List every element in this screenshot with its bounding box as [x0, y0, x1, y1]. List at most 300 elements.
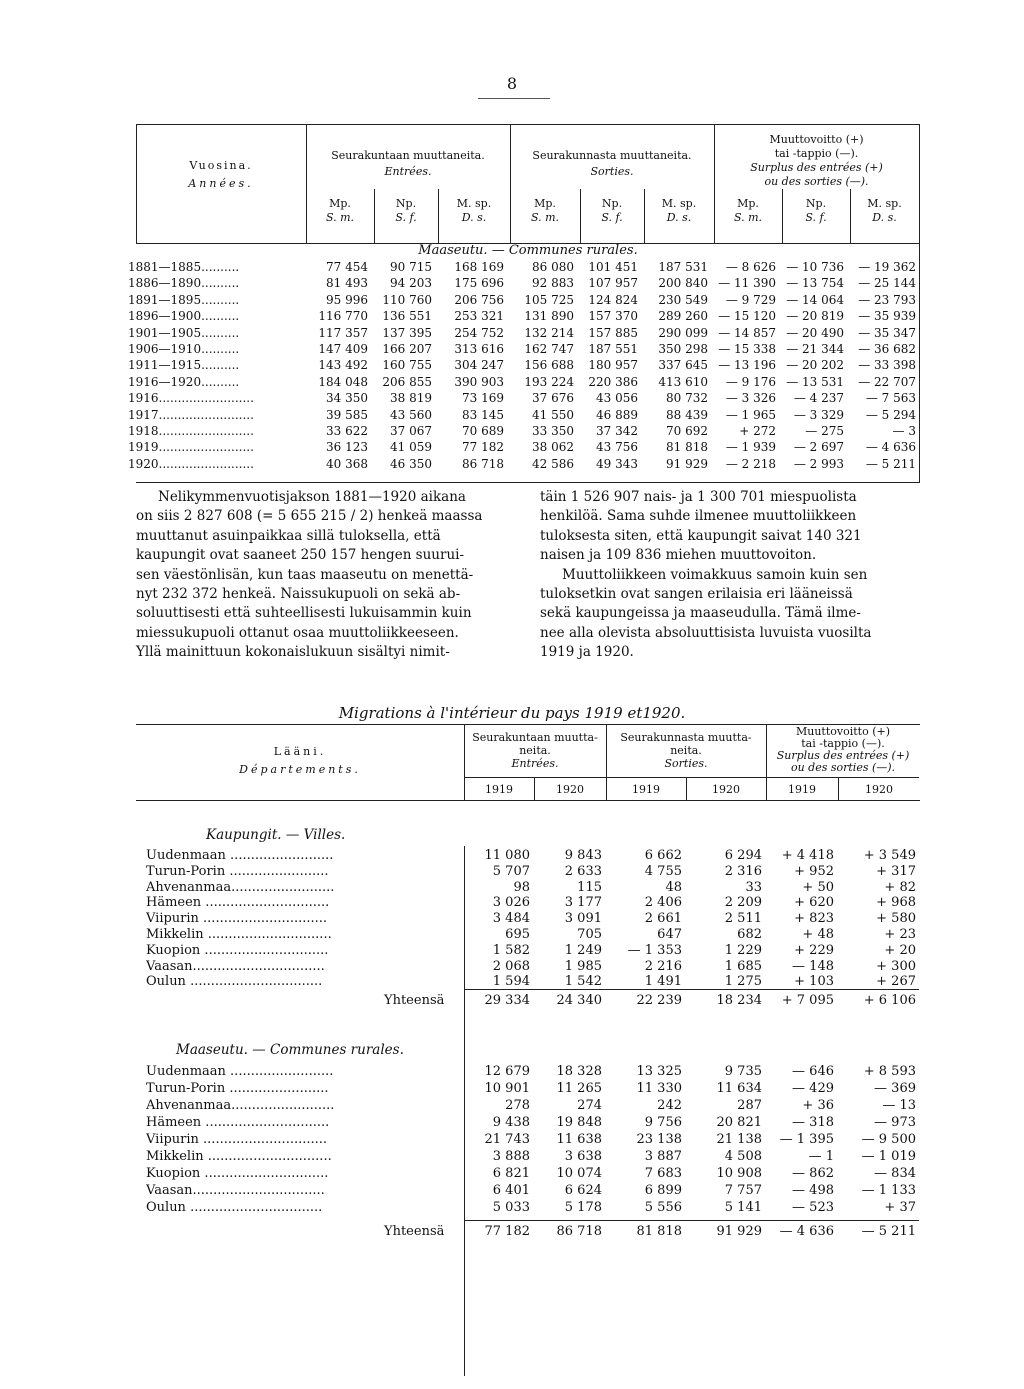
text-line: Nelikymmenvuotisjakson 1881—1920 aikana [158, 489, 466, 505]
table-cell: 175 696 [454, 276, 504, 291]
table-cell: 116 770 [318, 309, 368, 324]
table-cell: 115 [577, 879, 602, 895]
row-label: 1916—1920.......... [128, 374, 240, 389]
table-cell: — 4 237 [793, 391, 844, 406]
table-cell: — 369 [874, 1081, 916, 1096]
table-cell: + 300 [876, 958, 916, 974]
table-row [128, 358, 920, 373]
table-cell: 9 843 [564, 848, 602, 863]
table-cell: 13 325 [636, 1064, 682, 1079]
table-cell: + 6 106 [863, 993, 916, 1008]
text-line: muuttanut asuinpaikkaa sillä tuloksella, että [136, 527, 441, 544]
table-cell: 92 883 [532, 276, 574, 291]
table-cell: 73 169 [462, 391, 504, 406]
table-cell: — 5 211 [865, 456, 916, 471]
table-cell: — 15 338 [718, 342, 776, 356]
table-cell: 3 091 [564, 911, 602, 927]
table-cell: 3 887 [644, 1149, 682, 1164]
entries-heading-fi-1: Seurakuntaan muutta- [472, 731, 598, 744]
text-line: Yllä mainittuun kokonaislukuun sisältyi nimit- [136, 644, 450, 661]
table-cell: 184 048 [318, 374, 368, 389]
table-cell: — 9 729 [725, 292, 776, 307]
table-cell: — 148 [792, 958, 834, 974]
table-cell: 254 752 [454, 325, 504, 340]
table-row [128, 325, 920, 341]
sub-total-1-fr: D. s. [461, 211, 487, 224]
table-cell: — 318 [792, 1115, 834, 1130]
table-row [136, 943, 920, 958]
table-cell: 143 492 [318, 358, 368, 373]
table-cell: 253 321 [454, 309, 504, 324]
table-cell: 81 818 [666, 440, 708, 455]
table-cell: — 15 120 [718, 309, 776, 324]
row-label: 1916......................... [128, 391, 254, 406]
sub-male-2-fr: S. m. [530, 211, 560, 224]
table-cell: 7 757 [724, 1183, 762, 1198]
text-line: tuloksetkin ovat sangen erilaisia eri lääneissä [540, 586, 853, 603]
table-cell: 91 929 [666, 456, 708, 471]
table-cell: 18 234 [716, 993, 762, 1008]
table-cell: + 952 [794, 863, 834, 879]
row-label: Oulun ................................ [146, 974, 323, 990]
row-label: 1920......................... [128, 456, 254, 471]
sub-male-1-fr: S. m. [325, 211, 355, 224]
table-cell: 11 638 [556, 1132, 602, 1147]
table-row [136, 1224, 920, 1239]
table-cell: 413 610 [658, 374, 708, 389]
entries-heading-fi-2: neita. [519, 744, 551, 757]
table-cell: 94 203 [390, 276, 432, 291]
table-row [128, 456, 920, 472]
table-cell: — 35 939 [858, 309, 916, 324]
table-cell: 70 689 [462, 424, 504, 438]
table-cell: 1 275 [724, 974, 762, 990]
table-cell: — 1 395 [779, 1132, 834, 1147]
table-cell: 206 756 [454, 292, 504, 307]
table-cell: 36 123 [326, 440, 368, 455]
surplus-heading-fr-2: ou des sorties (—). [790, 761, 896, 774]
table-cell: — 13 754 [786, 276, 844, 291]
table-row [136, 974, 920, 989]
table-cell: 11 634 [716, 1081, 762, 1096]
row-label: Oulun ................................ [146, 1200, 323, 1215]
table-cell: 18 328 [556, 1064, 602, 1079]
table-cell: 95 996 [326, 292, 368, 307]
table-cell: 2 209 [724, 895, 762, 911]
table-cell: 156 688 [524, 358, 574, 373]
table-cell: + 7 095 [781, 993, 834, 1008]
table-cell: 180 957 [588, 358, 638, 373]
text-line: 1919 ja 1920. [540, 644, 634, 661]
table-row [136, 880, 920, 895]
text-line: nee alla olevista absoluuttisista luvuista vuosilta [540, 624, 872, 641]
table1-body [128, 243, 920, 483]
table-cell: 83 145 [462, 407, 504, 422]
table-cell: — 11 390 [718, 276, 776, 291]
table-row [128, 276, 920, 291]
table-cell: + 23 [884, 927, 916, 942]
row-label: 1901—1905.......... [128, 325, 240, 340]
table-cell: 11 265 [556, 1081, 602, 1096]
table-cell: + 36 [802, 1098, 834, 1113]
text-line: sekä kaupungeissa ja maaseudulla. Tämä ilme- [540, 605, 861, 622]
table-cell: 230 549 [658, 292, 708, 307]
table-cell: — 13 [882, 1098, 916, 1113]
table-cell: — 10 736 [786, 260, 844, 274]
table-cell: 682 [737, 927, 762, 942]
table-cell: — 1 133 [861, 1183, 916, 1198]
table-cell: 7 683 [644, 1166, 682, 1181]
table-cell: — 523 [792, 1200, 834, 1215]
table2-title: Migrations à l'intérieur du pays 1919 et1920. [338, 704, 686, 722]
table-cell: 9 756 [644, 1115, 682, 1130]
surplus-heading-fr-1: Surplus des entrées (+) [750, 161, 883, 174]
table-row [128, 407, 920, 423]
table-cell: 46 350 [390, 456, 432, 471]
table-cell: 33 350 [532, 424, 574, 438]
table-cell: — 20 819 [786, 309, 844, 324]
table-cell: 304 247 [454, 358, 504, 373]
table-cell: 6 401 [492, 1183, 530, 1198]
table-cell: 37 342 [596, 424, 638, 438]
table-cell: + 37 [884, 1200, 916, 1215]
table-row [136, 895, 920, 910]
table-row [136, 1098, 920, 1113]
table-cell: 206 855 [382, 374, 432, 389]
sub-female-3: Np. [805, 197, 827, 210]
table-cell: + 620 [794, 895, 834, 911]
table-row [136, 911, 920, 926]
table-cell: — 22 707 [858, 374, 916, 389]
table-cell: 88 439 [666, 407, 708, 422]
table-cell: 6 662 [644, 848, 682, 863]
table-cell: — 2 697 [793, 440, 844, 455]
table-cell: 1 594 [492, 974, 530, 990]
table-cell: 33 [745, 879, 762, 895]
table-cell: 77 182 [462, 440, 504, 455]
table-cell: — 973 [874, 1115, 916, 1130]
table-cell: 162 747 [524, 342, 574, 356]
table-cell: 91 929 [716, 1224, 762, 1239]
row-label: 1911—1915.......... [128, 358, 240, 373]
sub-total-1: M. sp. [456, 197, 492, 210]
text-line: täin 1 526 907 nais- ja 1 300 701 miespuolista [540, 489, 857, 505]
surplus-heading-fi-1: Muuttovoitto (+) [769, 133, 864, 146]
row-label: 1918......................... [128, 424, 254, 438]
table-cell: 40 368 [326, 456, 368, 471]
table2-header [136, 724, 920, 801]
table-cell: 6 294 [724, 848, 762, 863]
table-row [128, 292, 920, 308]
table-cell: — 275 [805, 424, 844, 438]
year-entries-1920: 1920 [556, 783, 584, 796]
table-row [136, 1064, 920, 1079]
stub-label-fr: Départements. [239, 763, 361, 776]
table-cell: 98 [513, 879, 530, 895]
year-exits-1920: 1920 [712, 783, 740, 796]
table-row [128, 342, 920, 357]
sub-female-2-fr: S. f. [601, 211, 623, 224]
table-row [136, 1149, 920, 1164]
table-row [128, 440, 920, 455]
table-cell: 101 451 [588, 260, 638, 274]
table-cell: + 82 [884, 879, 916, 895]
table-cell: 34 350 [326, 391, 368, 406]
table-cell: 43 560 [390, 407, 432, 422]
table-cell: 21 138 [716, 1132, 762, 1147]
row-label: Uudenmaan ......................... [146, 848, 334, 863]
table-cell: — 21 344 [786, 342, 844, 356]
table-cell: 41 059 [390, 440, 432, 455]
table-cell: — 33 398 [858, 358, 916, 373]
row-label: Viipurin .............................. [146, 1132, 328, 1147]
table-cell: — 5 211 [861, 1224, 916, 1239]
table-cell: 147 409 [318, 342, 368, 356]
table-cell: — 36 682 [858, 342, 916, 356]
table-cell: 2 068 [492, 958, 530, 974]
table-cell: — 20 490 [786, 325, 844, 340]
table-cell: 86 080 [532, 260, 574, 274]
table-row [128, 260, 920, 275]
table-cell: + 3 549 [863, 848, 916, 863]
table-cell: 5 178 [564, 1200, 602, 1215]
text-line: tuloksesta siten, että kaupungit saivat 140 321 [540, 527, 862, 544]
text-line: Muuttoliikkeen voimakkuus samoin kuin sen [562, 566, 868, 583]
table-cell: 20 821 [716, 1115, 762, 1130]
table-cell: — 1 965 [725, 407, 776, 422]
table-cell: 107 957 [588, 276, 638, 291]
table-cell: 705 [577, 927, 602, 942]
table-cell: 187 551 [588, 342, 638, 356]
surplus-heading-fr-2: ou des sorties (—). [764, 175, 869, 188]
table-cell: 9 735 [724, 1064, 762, 1079]
table-cell: 42 586 [532, 456, 574, 471]
row-label: 1917......................... [128, 407, 254, 422]
table-cell: 132 214 [524, 325, 574, 340]
table-cell: 220 386 [588, 374, 638, 389]
table-cell: — 2 218 [725, 456, 776, 471]
table-cell: + 48 [802, 927, 834, 942]
table-cell: 6 821 [492, 1166, 530, 1181]
table-migration-by-department [136, 724, 920, 1239]
table-cell: 49 343 [596, 456, 638, 471]
row-label: Ahvenanmaa......................... [146, 879, 335, 895]
table-cell: 3 177 [564, 895, 602, 911]
row-label: 1896—1900.......... [128, 309, 240, 324]
table-cell: — 4 636 [779, 1224, 834, 1239]
table-cell: 3 484 [492, 911, 530, 927]
table-cell: 166 207 [382, 342, 432, 356]
text-line: naisen ja 109 836 miehen muuttovoiton. [540, 547, 817, 564]
table-cell: + 103 [794, 974, 834, 990]
table-cell: 10 908 [716, 1166, 762, 1181]
towns-total-label: Yhteensä [384, 993, 445, 1008]
table1-section-title: Maaseutu. — Communes rurales. [418, 243, 638, 258]
table-cell: 5 141 [724, 1200, 762, 1215]
table-cell: 157 885 [588, 325, 638, 340]
table1-header [136, 124, 920, 244]
table-cell: + 229 [794, 942, 834, 958]
table-cell: 313 616 [454, 342, 504, 356]
year-surplus-1920: 1920 [865, 783, 893, 796]
table-cell: 38 819 [390, 391, 432, 406]
table-cell: 2 406 [644, 895, 682, 911]
table-row [128, 374, 920, 390]
row-label: Turun-Porin ........................ [146, 863, 329, 879]
table-cell: 29 334 [484, 993, 530, 1008]
table-cell: 5 556 [644, 1200, 682, 1215]
table-cell: 21 743 [484, 1132, 530, 1147]
sub-female-3-fr: S. f. [805, 211, 827, 224]
table-cell: 22 239 [636, 993, 682, 1008]
table-cell: 647 [657, 927, 682, 942]
text-line: henkilöä. Sama suhde ilmenee muuttoliikkeen [540, 508, 857, 525]
table-row [136, 1081, 920, 1096]
table-cell: 43 756 [596, 440, 638, 455]
table-cell: + 8 593 [863, 1064, 916, 1079]
table-cell: 6 899 [644, 1183, 682, 1198]
table-cell: 12 679 [484, 1064, 530, 1079]
table-row [136, 864, 920, 879]
table-cell: 160 755 [382, 358, 432, 373]
table-cell: 105 725 [524, 292, 574, 307]
table-cell: — 13 531 [786, 374, 844, 389]
table-cell: 187 531 [658, 260, 708, 274]
table-cell: 1 582 [492, 942, 530, 958]
table-cell: 37 067 [390, 424, 432, 438]
table-rural-migration-by-period [128, 124, 920, 483]
table-cell: 3 026 [492, 895, 530, 911]
table-cell: 157 370 [588, 309, 638, 324]
table-cell: 10 074 [556, 1166, 602, 1181]
table-cell: — 1 939 [725, 440, 776, 455]
table-cell: — 498 [792, 1183, 834, 1198]
table-cell: 81 818 [636, 1224, 682, 1239]
table-cell: — 3 326 [725, 391, 776, 406]
text-line: miessukupuoli ottanut osaa muuttoliikkeeseen. [136, 624, 459, 641]
table-cell: 390 903 [454, 374, 504, 389]
table-cell: 5 707 [492, 863, 530, 879]
towns-section-title: Kaupungit. — Villes. [206, 827, 346, 843]
table-cell: 33 622 [326, 424, 368, 438]
table-cell: 39 585 [326, 407, 368, 422]
row-label: Mikkelin .............................. [146, 927, 332, 942]
table-cell: 117 357 [318, 325, 368, 340]
table-cell: + 968 [876, 895, 916, 911]
table-cell: 1 685 [724, 958, 762, 974]
table-cell: — 3 329 [793, 407, 844, 422]
surplus-heading-fi-2: tai -tappio (—). [801, 737, 885, 750]
table-cell: — 20 202 [786, 358, 844, 373]
stub-label-fr: Années. [188, 177, 254, 190]
row-label: Hämeen .............................. [146, 895, 330, 911]
row-label: Mikkelin .............................. [146, 1149, 332, 1164]
table-cell: 41 550 [532, 407, 574, 422]
table-cell: 193 224 [524, 374, 574, 389]
table-cell: — 5 294 [865, 407, 916, 422]
sub-male-1: Mp. [329, 197, 351, 210]
entries-heading-fr: Entrées. [511, 757, 559, 770]
table-cell: — 862 [792, 1166, 834, 1181]
table-cell: 2 633 [564, 863, 602, 879]
table-cell: + 272 [739, 424, 776, 438]
table-cell: 1 249 [564, 942, 602, 958]
exits-heading-fr: Sorties. [664, 757, 708, 770]
table-cell: — 4 636 [865, 440, 916, 455]
table-cell: 274 [577, 1098, 602, 1113]
table-cell: + 267 [876, 974, 916, 990]
table-cell: 81 493 [326, 276, 368, 291]
table-cell: 242 [657, 1098, 682, 1113]
row-label: Turun-Porin ........................ [146, 1081, 329, 1096]
row-label: 1906—1910.......... [128, 342, 240, 356]
table-cell: 3 638 [564, 1149, 602, 1164]
table-cell: 2 216 [644, 958, 682, 974]
row-label: Vaasan................................ [146, 1183, 325, 1198]
table-cell: 1 229 [724, 942, 762, 958]
surplus-heading-fr-1: Surplus des entrées (+) [776, 749, 910, 762]
row-label: Kuopion .............................. [146, 1166, 329, 1181]
table-cell: + 823 [794, 911, 834, 927]
table-cell: + 20 [884, 942, 916, 958]
table-cell: — 1 353 [627, 942, 682, 958]
table-row [128, 391, 920, 406]
entries-heading-fr: Entrées. [384, 165, 432, 178]
table-cell: 200 840 [658, 276, 708, 291]
table-cell: 23 138 [636, 1132, 682, 1147]
sub-female-1-fr: S. f. [395, 211, 417, 224]
table-cell: 86 718 [462, 456, 504, 471]
stub-label-fi: Lääni. [273, 745, 327, 758]
table-cell: 70 692 [666, 424, 708, 438]
row-label: Hämeen .............................. [146, 1115, 330, 1130]
table-cell: — 23 793 [858, 292, 916, 307]
table-cell: + 317 [876, 863, 916, 879]
row-label: Vaasan................................ [146, 958, 325, 974]
table-cell: — 25 144 [858, 276, 916, 291]
text-line: kaupungit ovat saaneet 250 157 hengen suurui- [136, 547, 465, 564]
text-line: nyt 232 372 henkeä. Naissukupuoli on sekä ab- [136, 586, 461, 603]
table-row [128, 424, 920, 439]
sub-male-2: Mp. [534, 197, 556, 210]
table-cell: 77 182 [484, 1224, 530, 1239]
table-cell: 287 [737, 1098, 762, 1113]
table-cell: 5 033 [492, 1200, 530, 1215]
sub-total-3-fr: D. s. [872, 211, 897, 224]
table-cell: 337 645 [658, 358, 708, 373]
table-cell: — 834 [874, 1166, 916, 1181]
row-label: Ahvenanmaa......................... [146, 1098, 335, 1113]
table-cell: 2 661 [644, 911, 682, 927]
table-cell: 1 491 [644, 974, 682, 990]
table-cell: + 50 [802, 879, 834, 895]
table-cell: 131 890 [524, 309, 574, 324]
table-cell: 695 [505, 927, 530, 942]
table-row [128, 309, 920, 324]
table-cell: 6 624 [564, 1183, 602, 1198]
row-label: Kuopion .............................. [146, 942, 329, 958]
table-cell: 4 755 [644, 863, 682, 879]
text-line: sen väestönlisän, kun taas maaseutu on menettä- [136, 566, 474, 583]
table-cell: + 4 418 [781, 848, 834, 863]
exits-heading-fi-1: Seurakunnasta muutta- [620, 731, 752, 744]
table-row [136, 1166, 920, 1181]
table-cell: 11 080 [484, 848, 530, 863]
row-label: 1881—1885.......... [128, 260, 240, 274]
table-row [136, 927, 920, 942]
table-cell: 350 298 [658, 342, 708, 356]
table-cell: 124 824 [588, 292, 638, 307]
